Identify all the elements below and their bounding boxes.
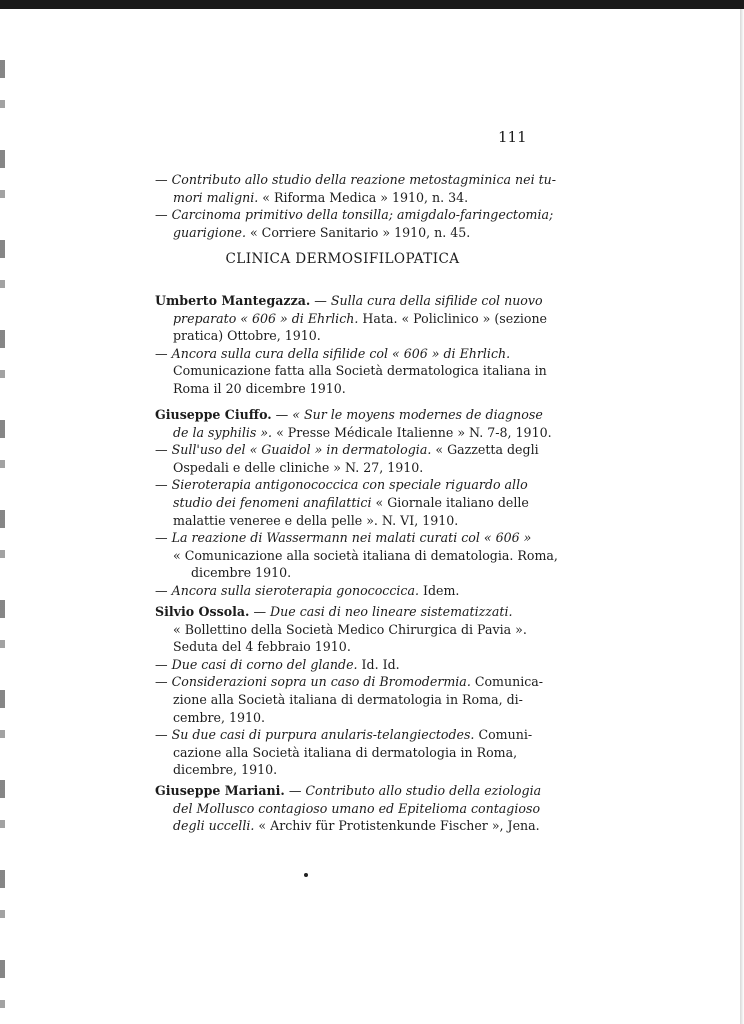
bib-line: — Carcinoma primitivo della tonsilla; amigdalo-faringectomia; [155,207,554,223]
bib-line: cembre, 1910. [173,709,266,725]
bib-line: mori maligni. « Riforma Medica » 1910, n. 34. [173,189,469,205]
author-name: Umberto Mantegazza. [155,293,311,308]
bib-line: — Considerazioni sopra un caso di Bromodermia. Comunica- [155,674,544,690]
author-name: Giuseppe Ciuffo. [155,407,272,422]
bib-line: de la syphilis ». « Presse Médicale Italienne » N. 7-8, 1910. [173,424,552,440]
bib-line: cazione alla Società italiana di dermatologia in Roma, [173,744,518,760]
bib-line: Ospedali e delle cliniche » N. 27, 1910. [173,459,424,475]
bib-line: — Contributo allo studio della reazione metostagminica nei tu- [155,172,557,187]
bib-line: — Su due casi di purpura anularis-telangiectodes. Comuni- [155,727,533,743]
bib-line: dicembre 1910. [191,565,292,581]
bib-line: Giuseppe Ciuffo. — « Sur le moyens modernes de diagnose [155,407,543,422]
scan-top-border [0,0,744,9]
bib-line: Seduta del 4 febbraio 1910. [173,639,351,655]
bib-line: zione alla Società italiana di dermatologia in Roma, di- [173,691,523,707]
ink-dot [304,873,308,877]
bib-line: — La reazione di Wassermann nei malati curati col « 606 » [155,530,532,546]
author-block [155,782,542,835]
author-block [155,292,548,398]
intro-entries [155,171,557,241]
bib-line: studio dei fenomeni anafilattici « Giornale italiano delle [173,494,529,510]
bib-line: Silvio Ossola. — Due casi di neo lineare sistematizzati. [155,604,513,619]
scan-left-edge [0,60,5,1024]
author-block [155,603,544,779]
bib-line: — Sull'uso del « Guaidol » in dermatologia. « Gazzetta degli [155,442,539,458]
bib-line: — Ancora sulla sieroterapia gonococcica. Idem. [155,582,460,598]
bib-line: pratica) Ottobre, 1910. [173,328,321,344]
bib-line: malattie veneree e della pelle ». N. VI, 1910. [173,512,459,528]
bib-line: preparato « 606 » di Ehrlich. Hata. « Policlinico » (sezione [173,310,548,326]
bib-line: « Comunicazione alla società italiana di dematologia. Roma, [173,547,558,563]
bib-line: — Sieroterapia antigonococcica con speciale riguardo allo [155,477,528,493]
bib-line: Comunicazione fatta alla Società dermatologica italiana in [173,363,547,379]
bib-line: dicembre, 1910. [173,762,278,778]
bib-line: Roma il 20 dicembre 1910. [173,380,346,396]
section-heading: CLINICA DERMOSIFILOPATICA [225,251,460,267]
scan-right-edge [740,9,744,1024]
bib-line: guarigione. « Corriere Sanitario » 1910, n. 45. [173,224,471,240]
bib-line: Umberto Mantegazza. — Sulla cura della sifilide col nuovo [155,293,543,308]
author-block [155,406,558,600]
bib-line: — Ancora sulla cura della sifilide col « 606 » di Ehrlich. [155,345,511,361]
page-number: 111 [498,128,527,146]
bib-line: degli uccelli. « Archiv für Protistenkunde Fischer », Jena. [173,818,540,834]
bib-line: « Bollettino della Società Medico Chirurgica di Pavia ». [173,621,527,637]
bib-line: del Mollusco contagioso umano ed Epitelioma contagioso [173,800,541,816]
bib-line: — Due casi di corno del glande. Id. Id. [155,656,400,672]
author-name: Giuseppe Mariani. [155,783,285,798]
author-name: Silvio Ossola. [155,604,250,619]
bib-line: Giuseppe Mariani. — Contributo allo studio della eziologia [155,783,542,798]
